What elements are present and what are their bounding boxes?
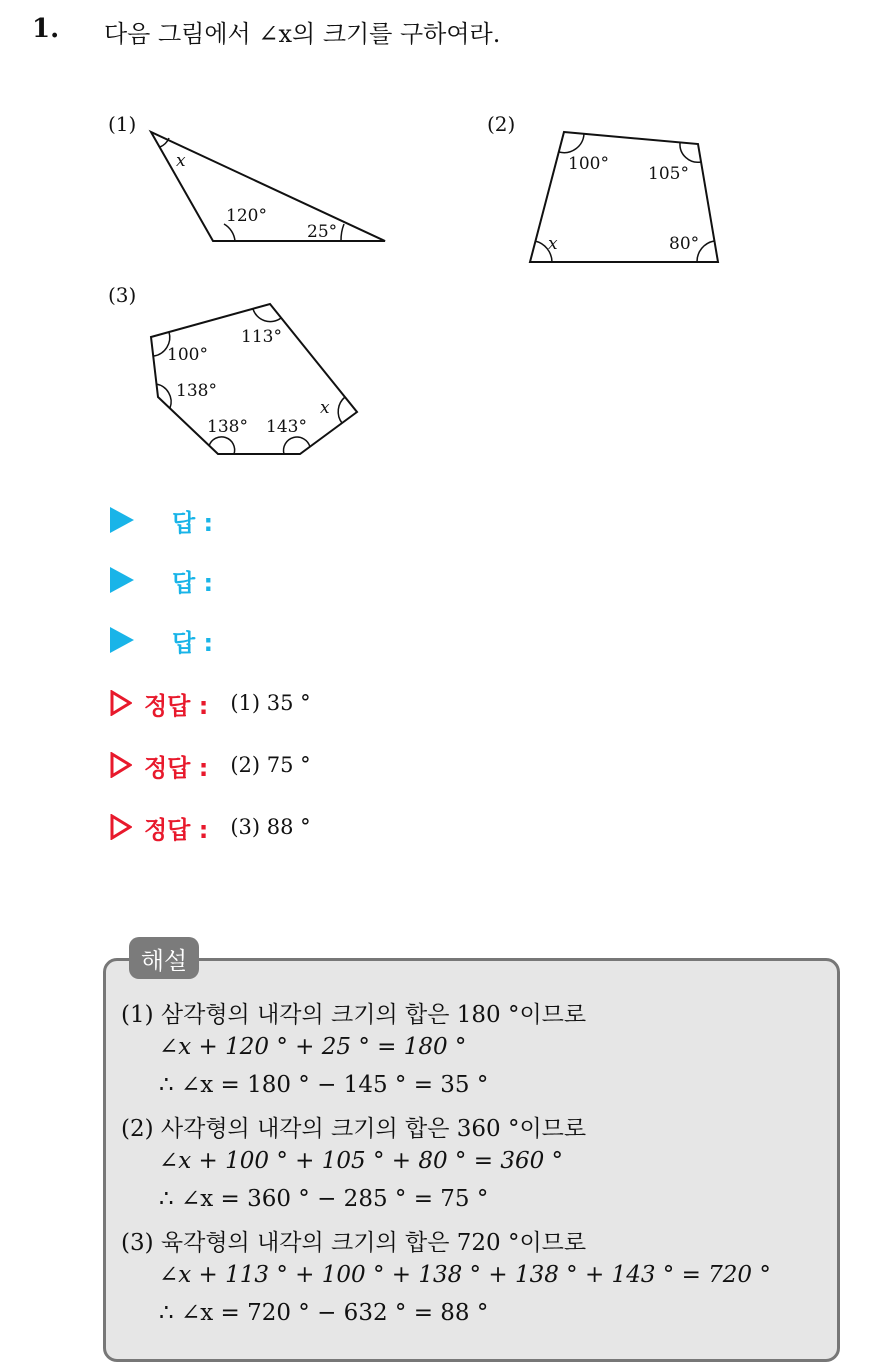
outline-triangle-icon	[110, 814, 132, 840]
answer-row-3[interactable]	[110, 623, 213, 657]
angle-label: 113°	[241, 327, 282, 347]
explanation-line: (1) 삼각형의 내각의 크기의 합은 180 °이므로	[121, 1002, 587, 1028]
correct-answer-value: (1) 35 °	[230, 691, 311, 715]
angle-label: 80°	[669, 234, 700, 254]
answer-label: 답 :	[172, 568, 214, 597]
explanation-line: ∠x + 100 ° + 105 ° + 80 ° = 360 °	[159, 1148, 564, 1174]
outline-triangle-icon	[110, 752, 132, 778]
correct-answer-label: 정답 :	[144, 815, 209, 844]
angle-arc-143	[284, 437, 310, 454]
play-triangle-icon	[110, 507, 134, 533]
angle-label: 100°	[167, 345, 208, 365]
figure-1-label: (1)	[108, 112, 137, 136]
angle-label: 100°	[568, 154, 609, 174]
angle-label: x	[320, 398, 330, 418]
question-text: 다음 그림에서 ∠x의 크기를 구하여라.	[104, 20, 501, 48]
explanation-line: ∴ ∠x = 180 ° − 145 ° = 35 °	[159, 1072, 489, 1098]
explanation-line: ∠x + 113 ° + 100 ° + 138 ° + 138 ° + 143 ° = 720 °	[159, 1262, 771, 1288]
correct-answer-label: 정답 :	[144, 753, 209, 782]
outline-triangle-icon	[110, 690, 132, 716]
figure-2-label: (2)	[487, 112, 516, 136]
answer-label: 답 :	[172, 628, 214, 657]
correct-answer-label: 정답 :	[144, 691, 209, 720]
figure-3-label: (3)	[108, 283, 137, 307]
answer-row-2[interactable]	[110, 563, 213, 597]
explanation-line: ∠x + 120 ° + 25 ° = 180 °	[159, 1034, 467, 1060]
angle-label: 138°	[207, 417, 248, 437]
explanation-line: ∴ ∠x = 720 ° − 632 ° = 88 °	[159, 1300, 489, 1326]
angle-label: 143°	[266, 417, 307, 437]
play-triangle-icon	[110, 567, 134, 593]
correct-answer-value: (2) 75 °	[230, 753, 311, 777]
angle-label: x	[176, 151, 186, 171]
correct-answer-row-3	[110, 810, 311, 844]
correct-answer-row-2	[110, 748, 311, 782]
angle-label: x	[548, 234, 558, 254]
angle-label: 138°	[176, 381, 217, 401]
answer-row-1[interactable]	[110, 503, 213, 537]
explanation-line: (3) 육각형의 내각의 크기의 합은 720 °이므로	[121, 1230, 587, 1256]
question-number: 1.	[32, 14, 60, 44]
play-triangle-icon	[110, 627, 134, 653]
explanation-tag: 해설	[129, 937, 199, 979]
angle-arc-138b	[209, 437, 235, 454]
angle-label: 25°	[307, 222, 338, 242]
explanation-line: (2) 사각형의 내각의 크기의 합은 360 °이므로	[121, 1116, 587, 1142]
figure-3-hexagon	[0, 0, 884, 480]
correct-answer-value: (3) 88 °	[230, 815, 311, 839]
correct-answer-row-1	[110, 686, 311, 720]
explanation-line: ∴ ∠x = 360 ° − 285 ° = 75 °	[159, 1186, 489, 1212]
angle-label: 105°	[648, 164, 689, 184]
angle-label: 120°	[226, 206, 267, 226]
angle-arc-x	[338, 397, 345, 423]
answer-label: 답 :	[172, 508, 214, 537]
